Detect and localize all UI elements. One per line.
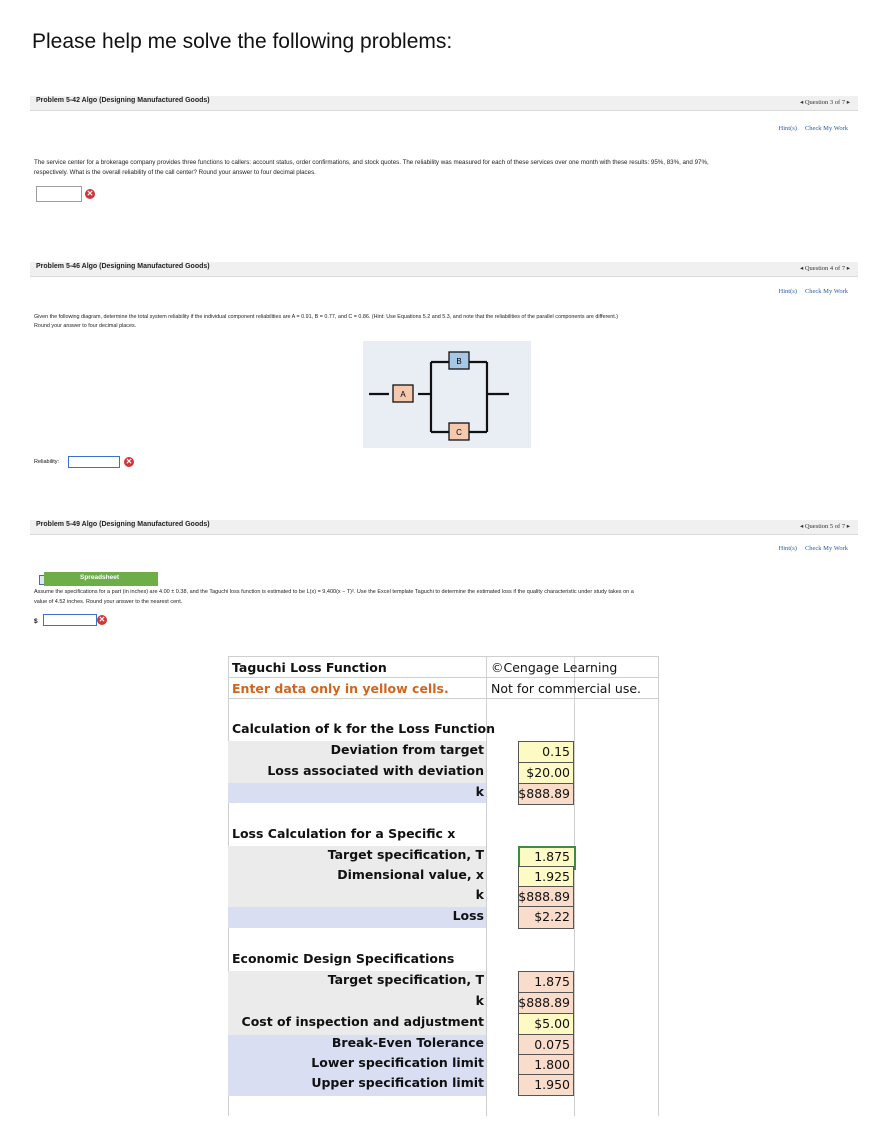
series-parallel-diagram [363,341,531,448]
problem-header-bar [30,520,858,535]
cell-value: $888.89 [518,786,570,801]
check-my-work-link[interactable]: Check My Work [804,125,848,132]
spreadsheet-button-label: Spreadsheet [80,574,120,581]
problem-header-bar [30,262,858,277]
problem-links [771,545,848,552]
row-label: Upper specification limit [311,1075,484,1090]
cell-value: 0.075 [534,1037,570,1052]
cell-value: 1.950 [534,1077,570,1092]
cell-value: 1.875 [534,974,570,989]
row-label: Cost of inspection and adjustment [241,1014,484,1029]
loss-input[interactable] [43,614,97,626]
hints-link[interactable]: Hint(s) [778,545,797,552]
problem-text [34,158,709,178]
section-heading: Economic Design Specifications [232,951,455,966]
cell-value: $20.00 [526,765,570,780]
component-b-label: B [456,357,462,366]
cell-value: 1.800 [534,1057,570,1072]
taguchi-spreadsheet [228,656,658,1116]
check-my-work-link[interactable]: Check My Work [804,545,848,552]
intro-text: Please help me solve the following problems: [32,30,453,53]
row-label: k [475,784,484,799]
problem-text [34,587,634,607]
hints-link[interactable]: Hint(s) [778,288,797,295]
row-label: Target specification, T [327,847,484,862]
answer-input[interactable] [36,186,82,202]
section-heading: Calculation of k for the Loss Function [232,721,495,736]
question-nav[interactable]: ◂ Question 4 of 7 ▸ [799,265,850,272]
row-label: Deviation from target [330,742,484,757]
cell-value: $888.89 [518,995,570,1010]
problem-text-line: Given the following diagram, determine the total system reliability if the individual component reliabilities are A = 0.91, B = 0.77, and C = 0.86. (Hint: Use Equations 5.2 and 5.3, and note that the reliabilities of the parallel components are different.) [34,314,619,320]
cell-value: 1.875 [534,849,570,864]
problem-links [771,125,848,132]
question-nav[interactable]: ◂ Question 3 of 7 ▸ [799,99,850,106]
component-a-label: A [400,390,406,399]
section-heading: Loss Calculation for a Specific x [232,826,456,841]
problem-title: Problem 5-49 Algo (Designing Manufactured Goods) [36,521,210,528]
cell-value: $5.00 [534,1016,570,1031]
cell-value: 0.15 [542,744,570,759]
reliability-input[interactable] [68,456,120,468]
noncommercial-text: Not for commercial use. [491,681,642,696]
problem-title: Problem 5-46 Algo (Designing Manufactured Goods) [36,263,210,270]
row-label: k [475,887,484,902]
copyright-text: ©Cengage Learning [491,660,618,675]
sheet-instruction: Enter data only in yellow cells. [232,681,449,696]
problem-text [34,313,618,331]
row-label: k [475,993,484,1008]
row-label: Lower specification limit [311,1055,484,1070]
problem-text-line: The service center for a brokerage company provides three functions to callers: account status, order confirmations, and stock quotes. The reliability was measured for each of these services over one month with these results: 95%, 83%, and 97%, [34,159,709,166]
component-c-label: C [456,428,462,437]
row-label: Target specification, T [327,972,484,987]
reliability-diagram [363,341,531,448]
currency-label: $ [34,618,38,625]
problem-text-line: respectively. What is the overall reliability of the call center? Round your answer to four decimal places. [34,169,316,176]
row-label: Loss [452,908,484,923]
check-my-work-link[interactable]: Check My Work [804,288,848,295]
cell-value: $888.89 [518,889,570,904]
problem-title: Problem 5-42 Algo (Designing Manufactured Goods) [36,97,210,104]
problem-text-line: value of 4.52 inches. Round your answer to the nearest cent. [34,599,183,605]
row-label: Break-Even Tolerance [331,1035,484,1050]
reliability-label: Reliability: [34,459,60,465]
cell-value: 1.925 [534,869,570,884]
problem-text-line: Round your answer to four decimal places. [34,323,137,329]
problem-5-42-panel [30,96,858,212]
problem-header-bar [30,96,858,111]
problem-text-line: Assume the specifications for a part (in inches) are 4.00 ± 0.38, and the Taguchi loss function is estimated to be L(x) = 9,400(x − T)². Use the Excel template Taguchi to determine the estimated loss if the quality characteristic under study takes on a [34,589,634,595]
sheet-title: Taguchi Loss Function [232,660,387,675]
incorrect-icon: ✕ [86,189,94,198]
cell-value: $2.22 [534,909,570,924]
problem-links [771,288,848,295]
incorrect-icon: ✕ [98,615,106,624]
row-label: Loss associated with deviation [267,763,484,778]
question-nav[interactable]: ◂ Question 5 of 7 ▸ [799,523,850,530]
incorrect-icon: ✕ [125,457,133,466]
hints-link[interactable]: Hint(s) [778,125,797,132]
row-label: Dimensional value, x [337,867,484,882]
